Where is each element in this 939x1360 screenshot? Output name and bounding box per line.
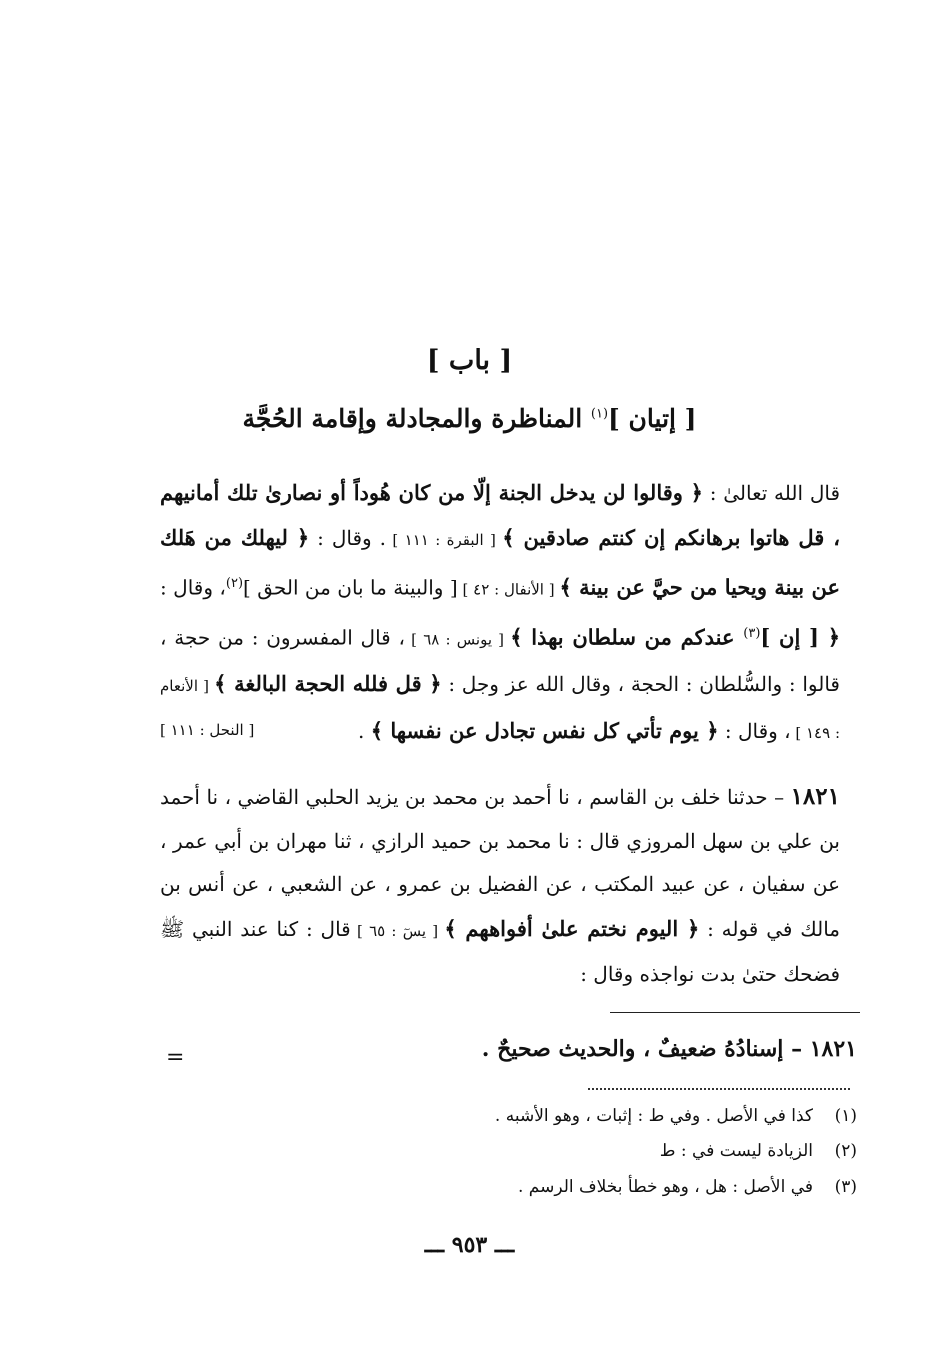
intro-text: قال الله تعالىٰ : <box>702 481 840 505</box>
footnote-number: (٢) <box>834 1141 857 1161</box>
continuation-mark: = <box>166 1045 185 1070</box>
quran-quote: ﴿ يوم تأتي كل نفس تجادل عن نفسها ﴾ <box>370 717 719 743</box>
intro-text: . <box>358 718 371 743</box>
hadith-text: قال : كنا عند النبي ﷺ فضحك حتىٰ بدت نواجذه وقال : <box>160 916 840 986</box>
intro-text: [ والبينة ما بان من الحق ] <box>243 575 458 600</box>
intro-text: . وقال : <box>309 525 387 550</box>
footnote-text: في الأصل : هل ، وهو خطأ بخلاف الرسم . <box>517 1177 813 1197</box>
footnote-ref: (٣) <box>743 626 761 642</box>
intro-text: ، وقال : <box>160 575 226 600</box>
footnote-separator <box>588 1088 850 1090</box>
quran-reference: [ يونس : ٦٨ ] <box>404 630 511 649</box>
quran-quote: عندكم من سلطان بهذا ﴾ <box>510 624 744 650</box>
quran-reference: [ يسٓ : ٦٥ ] <box>350 921 445 940</box>
quran-quote: ﴿ وقالوا لن يدخل الجنة إلّا من كان هُوداً أو نصارىٰ تلك أمانيهم ، قل هاتوا برهانكم إن كنتم صادقين ﴾ <box>160 480 841 550</box>
page-number: ـــ ٩٥٣ ـــ <box>424 1232 515 1258</box>
quran-quote: ﴿ ليهلك من هَلك عن بينة ويحيا من حيَّ عن بينة ﴾ <box>160 524 841 600</box>
footnote-ref: (٢) <box>225 576 244 591</box>
chapter-title <box>0 404 939 433</box>
footnote-text: الزيادة ليست في : ط <box>659 1141 813 1161</box>
quran-reference: [ البقرة : ١١١ ] <box>386 530 503 549</box>
footnote-number: (١) <box>834 1106 857 1126</box>
title-footnote-ref: (١) <box>590 406 609 422</box>
quran-reference: [ الأنعام : ١٤٩ ] <box>160 677 840 742</box>
quran-quote: ﴿ اليوم نختم علىٰ أفواههم ﴾ <box>444 915 700 941</box>
quran-reference: [ النحل : ١١١ ] <box>160 720 255 739</box>
section-heading-bab: [ باب ] <box>426 345 513 376</box>
hadith-grade: ١٨٢١ – إسنادُهُ ضعيفٌ ، والحديث صحيحٌ . <box>481 1036 857 1062</box>
intro-text: ، وقال : <box>718 718 791 743</box>
footnote <box>495 1106 857 1126</box>
hadith-text: – حدثنا خلف بن القاسم ، نا أحمد بن محمد بن يزيد الحلبي القاضي ، نا أحمد بن علي بن سهل المروزي قال : نا محمد بن حميد الرازي ، ثنا مهران بن أبي عمر ، عن سفيان ، عن عبيد المكتب ، عن الفضيل بن عمرو ، عن الشعبي ، عن أنس بن مالك في قوله : <box>160 785 841 941</box>
separator-line <box>610 1012 860 1013</box>
title-main: المناظرة والمجادلة وإقامة الحُجَّة <box>242 404 591 433</box>
footnote <box>660 1141 857 1161</box>
footnote-number: (٣) <box>834 1177 857 1197</box>
intro-text: ، قال المفسرون : من حجة ، قالوا : والسُّلطان : الحجة ، وقال الله عز وجل : <box>160 625 840 697</box>
footnote <box>518 1177 857 1197</box>
quran-quote: ﴿ قل فلله الحجة البالغة ﴾ <box>214 671 442 697</box>
hadith-number: ١٨٢١ <box>790 783 840 810</box>
hadith-paragraph <box>160 775 840 997</box>
footnote-text: كذا في الأصل . وفي ط : إثبات ، وهو الأشبه . <box>494 1106 813 1126</box>
title-bracket-word: [ إتيان ] <box>608 404 697 433</box>
intro-paragraph <box>160 471 840 755</box>
quran-reference: [ الأنفال : ٤٢ ] <box>457 580 560 599</box>
quran-quote: ﴿ [ إن ] <box>760 624 841 650</box>
